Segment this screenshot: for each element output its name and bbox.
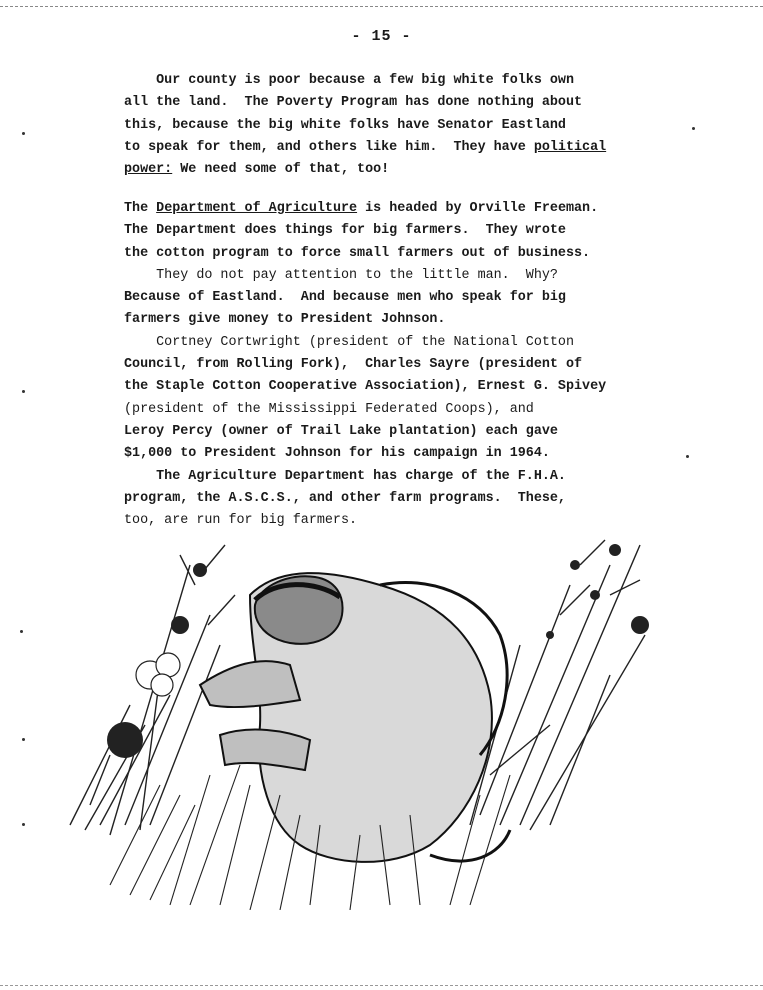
text-line: Council, from Rolling Fork), Charles Sayre (president of [124, 357, 583, 373]
text-line: the cotton program to force small farmers out of business. [124, 245, 591, 261]
text-line: power: We need some of that, too! [124, 162, 390, 178]
text-line: too, are run for big farmers. [124, 513, 358, 529]
paragraph-county [124, 70, 704, 181]
text-line: farmers give money to President Johnson. [124, 312, 446, 328]
margin-speck [22, 738, 25, 741]
page-number: - 15 - [351, 28, 412, 45]
power-underlined: power: [124, 162, 173, 178]
text-line: the Staple Cotton Cooperative Association), Ernest G. Spivey [124, 379, 607, 395]
margin-speck [22, 390, 25, 393]
text-line: Our county is poor because a few big white folks own [124, 73, 574, 88]
text-line: all the land. The Poverty Program has done nothing about [124, 95, 583, 111]
page-bottom-edge [0, 985, 763, 990]
text-line: Leroy Percy (owner of Trail Lake plantation) each gave [124, 423, 558, 439]
text-line: The Department does things for big farmers. They wrote [124, 223, 566, 239]
margin-speck [22, 132, 25, 135]
text-line: They do not pay attention to the little man. Why? [124, 267, 558, 283]
page-top-edge [0, 0, 763, 7]
text-line: Cortney Cortwright (president of the National Cotton [124, 334, 574, 350]
cotton-picker-illustration [50, 525, 660, 910]
margin-speck [22, 823, 25, 826]
text-line: $1,000 to President Johnson for his campaign in 1964. [124, 446, 550, 462]
text-line: to speak for them, and others like him. They have political [124, 139, 607, 155]
text-line: this, because the big white folks have Senator Eastland [124, 117, 566, 133]
political-underlined: political [533, 139, 607, 155]
department-of-agriculture-underlined: Department of Agriculture [156, 201, 358, 216]
paragraph-agriculture [124, 198, 704, 532]
margin-speck [692, 127, 695, 130]
margin-speck [686, 455, 689, 458]
margin-speck [20, 630, 23, 633]
text-line: The Agriculture Department has charge of the F.H.A. [124, 468, 566, 484]
text-line: The Department of Agriculture is headed by Orville Freeman. [124, 201, 599, 216]
text-line: program, the A.S.C.S., and other farm programs. These, [124, 490, 566, 506]
text-line: Because of Eastland. And because men who speak for big [124, 290, 566, 306]
text-line: (president of the Mississippi Federated Coops), and [124, 401, 534, 417]
